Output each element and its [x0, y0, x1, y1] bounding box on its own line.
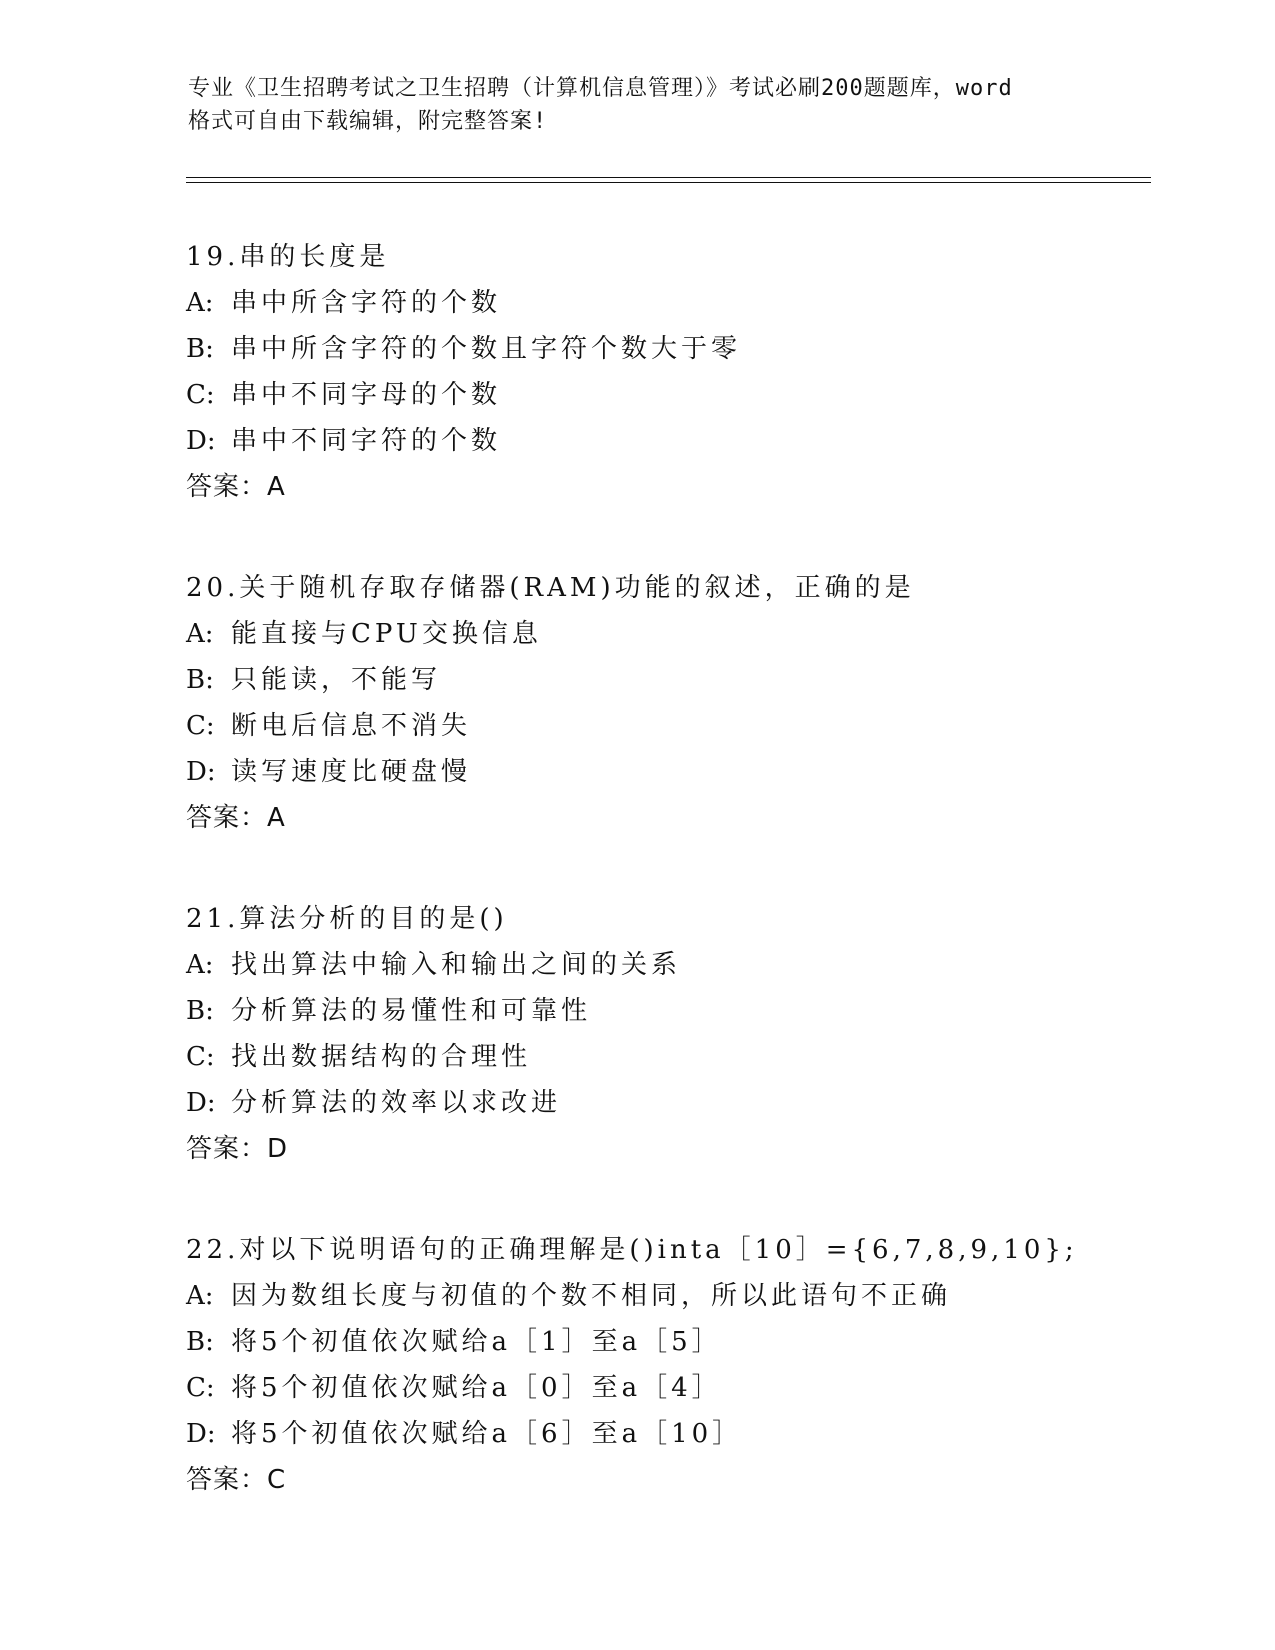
option-label: D: — [186, 1419, 216, 1449]
option-text: 将5个初值依次赋给a［1］至a［5］ — [231, 1327, 722, 1357]
question-list — [186, 234, 1146, 1558]
option-label: A: — [186, 288, 214, 318]
answer-line: 答案：C — [186, 1465, 287, 1495]
option-d — [186, 418, 1146, 464]
option-c — [186, 372, 1146, 418]
option-text: 读写速度比硬盘慢 — [231, 757, 472, 787]
question-22 — [186, 1227, 1146, 1503]
option-a — [186, 611, 1146, 657]
option-a — [186, 942, 1146, 988]
option-label: A: — [186, 619, 214, 649]
option-label: A: — [186, 950, 214, 980]
option-label: D: — [186, 426, 216, 456]
option-label: B: — [186, 996, 214, 1026]
option-label: B: — [186, 665, 214, 695]
option-label: D: — [186, 757, 216, 787]
answer-line: 答案：A — [186, 803, 286, 833]
option-b — [186, 326, 1146, 372]
option-d — [186, 1411, 1146, 1457]
answer-line: 答案：A — [186, 472, 286, 502]
option-text: 将5个初值依次赋给a［0］至a［4］ — [231, 1373, 722, 1403]
option-label: B: — [186, 1327, 214, 1357]
answer-line: 答案：D — [186, 1134, 289, 1164]
option-text: 找出算法中输入和输出之间的关系 — [231, 950, 682, 980]
option-text: 将5个初值依次赋给a［6］至a［10］ — [231, 1419, 743, 1449]
question-21 — [186, 896, 1146, 1172]
question-stem: 20.关于随机存取存储器(RAM)功能的叙述，正确的是 — [186, 573, 915, 603]
option-text: 串中所含字符的个数且字符个数大于零 — [231, 334, 742, 364]
option-text: 串中不同字母的个数 — [231, 380, 502, 410]
question-stem: 19.串的长度是 — [186, 242, 390, 272]
option-text: 串中所含字符的个数 — [231, 288, 502, 318]
option-text: 分析算法的易懂性和可靠性 — [231, 996, 592, 1026]
option-text: 分析算法的效率以求改进 — [231, 1088, 562, 1118]
option-label: B: — [186, 334, 214, 364]
option-d — [186, 1080, 1146, 1126]
option-d — [186, 749, 1146, 795]
option-a — [186, 280, 1146, 326]
header-line-1: 专业《卫生招聘考试之卫生招聘（计算机信息管理）》考试必刷200题题库，word — [188, 76, 1013, 101]
question-19 — [186, 234, 1146, 510]
header-line-2: 格式可自由下载编辑，附完整答案! — [188, 109, 548, 134]
header-rule-bottom — [186, 182, 1151, 183]
option-b — [186, 1319, 1146, 1365]
option-b — [186, 988, 1146, 1034]
option-label: A: — [186, 1281, 214, 1311]
option-text: 能直接与CPU交换信息 — [231, 619, 542, 649]
question-20 — [186, 565, 1146, 841]
option-label: C: — [186, 1042, 215, 1072]
option-a — [186, 1273, 1146, 1319]
option-text: 断电后信息不消失 — [231, 711, 472, 741]
option-c — [186, 703, 1146, 749]
option-c — [186, 1365, 1146, 1411]
question-stem: 21.算法分析的目的是() — [186, 904, 508, 934]
header-rule-top — [186, 177, 1151, 178]
option-text: 只能读，不能写 — [231, 665, 442, 695]
document-header — [188, 72, 1108, 138]
option-label: C: — [186, 1373, 215, 1403]
option-label: D: — [186, 1088, 216, 1118]
question-stem: 22.对以下说明语句的正确理解是()inta［10］={6,7,8,9,10}; — [186, 1235, 1078, 1265]
option-text: 找出数据结构的合理性 — [231, 1042, 532, 1072]
option-label: C: — [186, 380, 215, 410]
option-text: 因为数组长度与初值的个数不相同，所以此语句不正确 — [231, 1281, 952, 1311]
option-c — [186, 1034, 1146, 1080]
option-b — [186, 657, 1146, 703]
option-label: C: — [186, 711, 215, 741]
option-text: 串中不同字符的个数 — [231, 426, 502, 456]
